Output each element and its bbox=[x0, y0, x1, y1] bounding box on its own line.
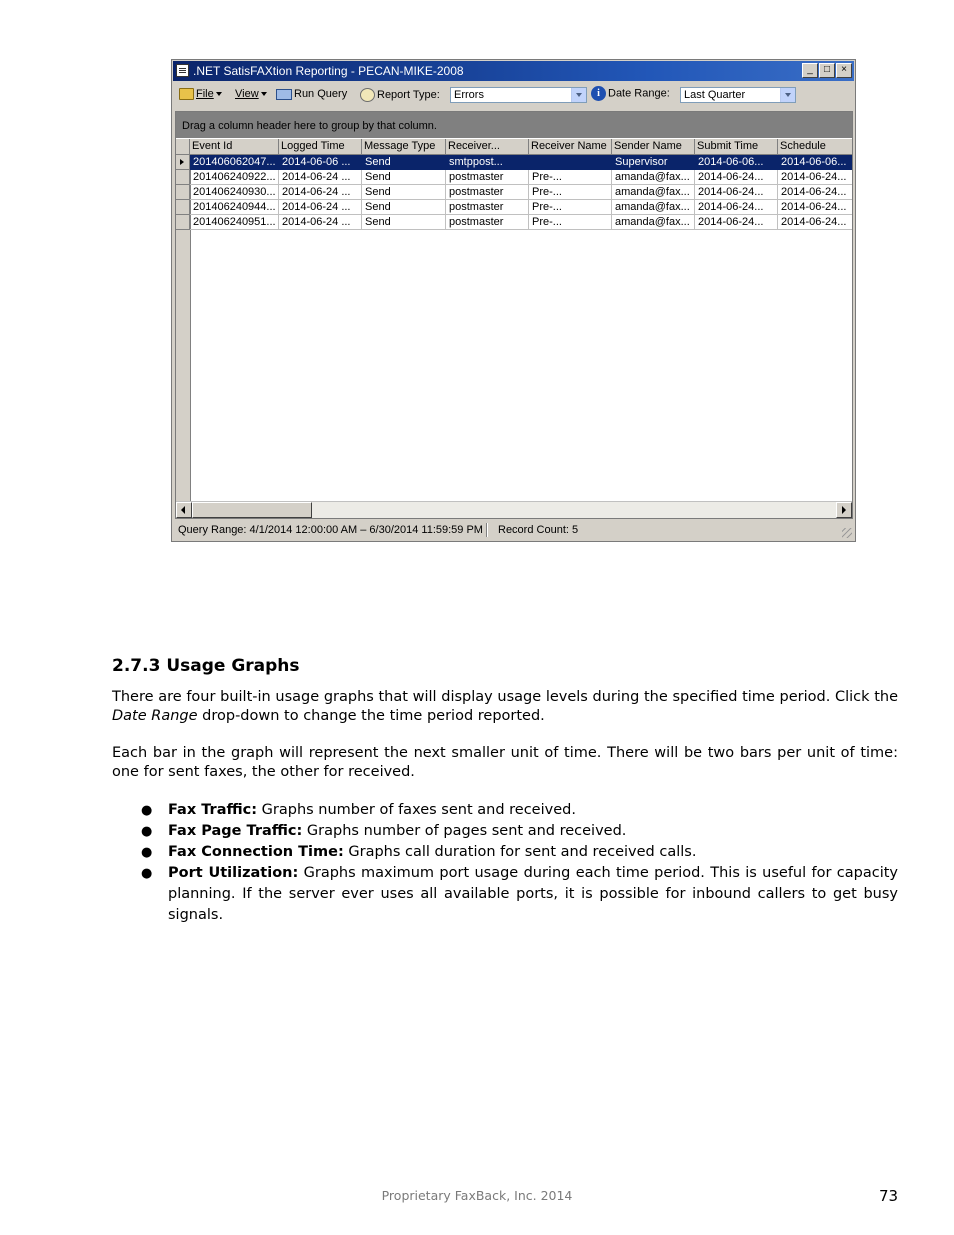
resize-grip-icon[interactable] bbox=[842, 528, 852, 538]
record-count-status: Record Count: 5 bbox=[498, 524, 579, 536]
table-row[interactable] bbox=[176, 155, 852, 170]
window-title: .NET SatisFAXtion Reporting - PECAN-MIKE-2008 bbox=[193, 64, 464, 78]
paragraph-bars bbox=[112, 744, 898, 782]
scroll-right-icon[interactable] bbox=[836, 502, 852, 518]
row-selector[interactable] bbox=[176, 215, 190, 230]
table-cell[interactable]: Send bbox=[362, 215, 446, 230]
table-cell[interactable]: Send bbox=[362, 155, 446, 170]
date-range-value: Last Quarter bbox=[684, 89, 746, 101]
table-row[interactable] bbox=[176, 170, 852, 185]
table-cell[interactable]: 2014-06-24... bbox=[778, 215, 853, 230]
chevron-down-icon[interactable] bbox=[571, 88, 586, 102]
table-cell[interactable]: Send bbox=[362, 185, 446, 200]
report-icon bbox=[360, 88, 375, 102]
list-term: Fax Connection Time: bbox=[168, 844, 344, 860]
table-cell[interactable]: 201406240922... bbox=[190, 170, 279, 185]
report-type-label bbox=[360, 88, 440, 102]
status-bar bbox=[173, 520, 854, 540]
list-text: Graphs number of faxes sent and received. bbox=[257, 802, 576, 818]
column-header[interactable]: Receiver Name bbox=[529, 139, 612, 154]
list-item bbox=[112, 842, 898, 863]
info-icon: i bbox=[591, 86, 606, 101]
table-row[interactable] bbox=[176, 215, 852, 230]
grid-header bbox=[176, 139, 852, 155]
column-header[interactable]: Logged Time bbox=[279, 139, 362, 154]
list-text: Graphs maximum port usage during each time period. This is useful for capacity planning. If the server ever uses all available ports, it is possible for inbound callers to get busy signals. bbox=[168, 865, 898, 923]
column-header[interactable]: Message Type bbox=[362, 139, 446, 154]
scroll-left-icon[interactable] bbox=[176, 502, 192, 518]
maximize-button[interactable]: □ bbox=[819, 63, 835, 78]
list-term: Port Utilization: bbox=[168, 865, 299, 881]
table-cell[interactable]: 2014-06-24... bbox=[778, 185, 853, 200]
table-cell[interactable]: 2014-06-24 ... bbox=[279, 200, 362, 215]
header-corner bbox=[176, 139, 190, 154]
list-item bbox=[112, 863, 898, 926]
table-cell[interactable]: 2014-06-06... bbox=[778, 155, 853, 170]
list-term: Fax Traffic: bbox=[168, 802, 258, 818]
toolbar bbox=[173, 83, 854, 109]
table-cell[interactable]: Pre-... bbox=[529, 185, 612, 200]
bullet-icon: ● bbox=[141, 803, 153, 818]
table-cell[interactable]: 2014-06-24 ... bbox=[279, 170, 362, 185]
column-header[interactable]: Submit Time bbox=[695, 139, 778, 154]
minimize-button[interactable]: _ bbox=[802, 63, 818, 78]
view-menu-label: View bbox=[235, 88, 259, 100]
chevron-down-icon bbox=[216, 92, 222, 96]
table-cell[interactable]: amanda@fax... bbox=[612, 215, 695, 230]
table-cell[interactable]: Pre-... bbox=[529, 170, 612, 185]
table-cell[interactable]: postmaster bbox=[446, 170, 529, 185]
column-header[interactable]: Receiver... bbox=[446, 139, 529, 154]
folder-icon bbox=[179, 88, 194, 100]
report-type-value: Errors bbox=[454, 89, 484, 101]
file-menu-label: File bbox=[196, 88, 214, 100]
table-cell[interactable]: amanda@fax... bbox=[612, 185, 695, 200]
table-cell[interactable]: 201406240951... bbox=[190, 215, 279, 230]
list-item bbox=[112, 821, 898, 842]
paragraph-text: Each bar in the graph will represent the next smaller unit of time. There will be two bars per unit of time: one for sent faxes, the other for received. bbox=[112, 745, 898, 780]
date-range-label bbox=[591, 86, 670, 101]
view-menu[interactable] bbox=[235, 88, 267, 100]
bullet-icon: ● bbox=[141, 845, 153, 860]
paragraph-text: There are four built-in usage graphs that will display usage levels during the specified time period. Click the bbox=[112, 689, 898, 705]
group-by-hint: Drag a column header here to group by that column. bbox=[182, 120, 437, 132]
group-by-bar[interactable] bbox=[176, 112, 852, 138]
row-selector[interactable] bbox=[176, 170, 190, 185]
table-row[interactable] bbox=[176, 185, 852, 200]
query-range-status: Query Range: 4/1/2014 12:00:00 AM – 6/30/2014 11:59:59 PM bbox=[178, 524, 483, 536]
table-cell[interactable]: smtppost... bbox=[446, 155, 529, 170]
table-cell[interactable]: 2014-06-24... bbox=[695, 185, 778, 200]
list-term: Fax Page Traffic: bbox=[168, 823, 303, 839]
file-menu[interactable] bbox=[179, 88, 222, 100]
app-icon bbox=[176, 64, 189, 77]
reporting-window bbox=[171, 59, 856, 542]
paragraph-date-range bbox=[112, 688, 898, 726]
table-cell[interactable]: 2014-06-24 ... bbox=[279, 185, 362, 200]
results-grid bbox=[175, 111, 853, 519]
run-query-button[interactable] bbox=[276, 88, 347, 100]
table-cell[interactable]: 201406240944... bbox=[190, 200, 279, 215]
table-cell[interactable]: postmaster bbox=[446, 200, 529, 215]
table-cell[interactable]: Pre-... bbox=[529, 215, 612, 230]
table-cell[interactable]: Supervisor bbox=[612, 155, 695, 170]
table-cell[interactable]: Pre-... bbox=[529, 200, 612, 215]
table-cell[interactable]: amanda@fax... bbox=[612, 200, 695, 215]
section-heading: 2.7.3 Usage Graphs bbox=[112, 656, 300, 676]
scroll-thumb[interactable] bbox=[192, 502, 312, 518]
chevron-down-icon bbox=[261, 92, 267, 96]
table-cell[interactable]: 2014-06-24... bbox=[695, 215, 778, 230]
table-row[interactable] bbox=[176, 200, 852, 215]
column-header[interactable]: Schedule bbox=[778, 139, 853, 154]
run-query-icon bbox=[276, 89, 292, 100]
table-cell[interactable]: 2014-06-06... bbox=[695, 155, 778, 170]
table-cell[interactable]: Send bbox=[362, 170, 446, 185]
table-cell[interactable]: 2014-06-24... bbox=[778, 170, 853, 185]
table-cell[interactable]: 201406062047... bbox=[190, 155, 279, 170]
table-cell[interactable]: 2014-06-24... bbox=[695, 170, 778, 185]
page-number: 73 bbox=[879, 1187, 899, 1205]
list-text: Graphs call duration for sent and received calls. bbox=[343, 844, 697, 860]
run-query-label: Run Query bbox=[294, 88, 348, 100]
list-item bbox=[112, 800, 898, 821]
row-selector[interactable] bbox=[176, 185, 190, 200]
table-cell[interactable]: postmaster bbox=[446, 185, 529, 200]
bullet-icon: ● bbox=[141, 824, 153, 839]
status-divider bbox=[486, 523, 487, 537]
row-selector[interactable] bbox=[176, 155, 190, 170]
graph-list bbox=[112, 800, 898, 926]
date-range-text: Date Range: bbox=[608, 87, 670, 100]
column-header[interactable]: Sender Name bbox=[612, 139, 695, 154]
title-bar bbox=[173, 61, 854, 81]
date-range-emphasis: Date Range bbox=[112, 708, 198, 724]
date-range-select[interactable] bbox=[680, 87, 796, 103]
table-cell[interactable]: amanda@fax... bbox=[612, 170, 695, 185]
list-text: Graphs number of pages sent and received. bbox=[302, 823, 627, 839]
close-button[interactable]: × bbox=[836, 63, 852, 78]
table-cell[interactable]: Send bbox=[362, 200, 446, 215]
table-cell[interactable]: postmaster bbox=[446, 215, 529, 230]
horizontal-scrollbar[interactable] bbox=[176, 501, 852, 518]
paragraph-text: drop-down to change the time period reported. bbox=[197, 708, 545, 724]
table-cell[interactable]: 2014-06-24 ... bbox=[279, 215, 362, 230]
report-type-text: Report Type: bbox=[377, 88, 440, 101]
table-cell[interactable]: 201406240930... bbox=[190, 185, 279, 200]
report-type-select[interactable] bbox=[450, 87, 587, 103]
chevron-down-icon[interactable] bbox=[780, 88, 795, 102]
row-selector[interactable] bbox=[176, 200, 190, 215]
table-cell[interactable] bbox=[529, 155, 612, 170]
table-cell[interactable]: 2014-06-24... bbox=[695, 200, 778, 215]
column-header[interactable]: Event Id bbox=[190, 139, 279, 154]
table-cell[interactable]: 2014-06-06 ... bbox=[279, 155, 362, 170]
page-footer: Proprietary FaxBack, Inc. 2014 bbox=[381, 1188, 573, 1203]
table-cell[interactable]: 2014-06-24... bbox=[778, 200, 853, 215]
bullet-icon: ● bbox=[141, 866, 153, 881]
